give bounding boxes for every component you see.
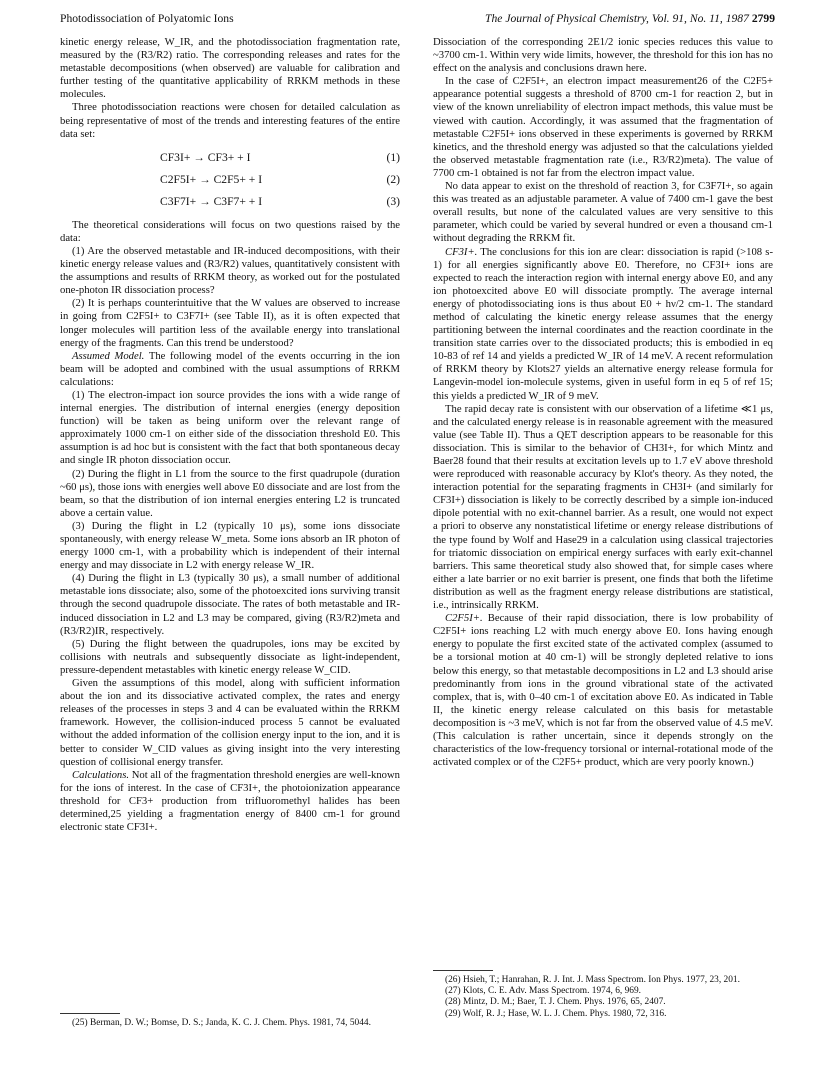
paragraph: Calculations. Not all of the fragmentation threshold energies are well-known for the ions of interest. In the case of CF3I+, the photoionization appearance threshold for CF3+ production from trifluoromethyl halides has been determined,25 yielding a fragmentation energy of 8400 cm-1 for ground electronic state CF3I+.	[60, 769, 400, 834]
paragraph: (2) During the flight in L1 from the source to the first quadrupole (duration ~60 μs), those ions with energies well above E0 dissociate and are lost from the beam, so that the distribution of ion internal energies entering L2 is truncated above a certain value.	[60, 468, 400, 519]
running-header	[60, 12, 775, 30]
footnote: (29) Wolf, R. J.; Hase, W. L. J. Chem. Phys. 1980, 72, 316.	[445, 1008, 667, 1019]
paragraph: Three photodissociation reactions were chosen for detailed calculation as being representative of most of the trends and interesting features of the entire data set:	[60, 102, 400, 140]
footnote-rule	[60, 1013, 120, 1014]
paragraph: (3) During the flight in L2 (typically 10 μs), some ions dissociate spontaneously, with energy release W_meta. Some ions absorb an IR photon of energy 1000 cm-1, with a probability which is independent of their internal energy and may dissociate in L2 with energy release W_IR.	[60, 520, 400, 572]
left-footnotes	[60, 1003, 400, 1029]
paragraph: The rapid decay rate is consistent with our observation of a lifetime ≪1 μs, and the calculated energy release is in reasonable agreement with the measured value (see Table II). Thus a QET description appears to be reasonable for this dissociation. This is similar to the behavior of CH3I+, for which Mintz and Baer28 found that their results at excitation levels up to 1.7 eV above threshold were reproduced with reasonable accuracy by Klot's theory. As they noted, the interaction potential for the separating fragments in CH3I+ (and similarly for CF3I+) dissociation is likely to be correctly described by a simple ion-induced dipole potential with no exit-channel barrier. As a result, one would not expect a priori to observe any nonstatistical lifetime or energy release distributions of the type found by Wolf and Hase29 in a calculation using classical trajectories for triatomic dissociation on empirical energy surfaces with early exit-channel barriers. This same theoretical study also showed that, for simple cases where either a late barrier or no exit barrier is present, one finds that both the lifetime distribution as well as the fragment energy release distributions are statistical, i.e., intrinsically RRKM.	[433, 403, 773, 612]
paragraph: In the case of C2F5I+, an electron impact measurement26 of the C2F5+ appearance potential suggests a threshold of 8700 cm-1 for reaction 2, but in view of the known unreliability of electron impact methods, this value must be viewed with caution. Accordingly, it was assumed that the fragmentation of metastable C2F5I+ ions observed in these experiments is governed by RRKM kinetics, and the threshold energy was adjusted so that the calculations yielded the observed metastable fragmentation rate (i.e., R3/R2)meta). The value of 7700 cm-1 obtained is not far from the electron impact value.	[433, 76, 773, 179]
footnote: (25) Berman, D. W.; Bomse, D. S.; Janda, K. C. J. Chem. Phys. 1981, 74, 5044.	[72, 1018, 371, 1028]
paragraph: (2) It is perhaps counterintuitive that the W values are observed to increase in going from C2F5I+ to C3F7I+ (see Table II), as it is often expected that longer molecules will partition less of the available energy into translational energy of the fragments. Can this trend be understood?	[60, 298, 400, 349]
section-heading: Assumed Model.	[72, 350, 145, 362]
footnote: (27) Klots, C. E. Adv. Mass Spectrom. 1974, 6, 969.	[445, 986, 641, 997]
paragraph: (5) During the flight between the quadrupoles, ions may be excited by collisions with neutrals and subsequently dissociate as light-independent, pressure-dependent metastables with kinetic energy release W_CID.	[60, 638, 400, 676]
left-column	[60, 36, 400, 834]
reaction-2: C2F5I+ → C2F5+ + I (2)	[160, 172, 400, 186]
page-number: 2799	[751, 12, 775, 25]
paragraph: No data appear to exist on the threshold of reaction 3, for C3F7I+, so again this was treated as an adjustable parameter. A value of 7400 cm-1 gave the best overall results, but none of the calculated values are very sensitive to this parameter, which could be varied by several hundred or even a thousand cm-1 without degrading the RRKM fit.	[433, 181, 773, 245]
footnote: (26) Hsieh, T.; Hanrahan, R. J. Int. J. Mass Spectrom. Ion Phys. 1977, 23, 201.	[445, 975, 740, 985]
reaction-1: CF3I+ → CF3+ + I (1)	[160, 150, 400, 164]
paragraph: The theoretical considerations will focus on two questions raised by the data:	[60, 219, 400, 244]
reaction-list	[60, 147, 400, 213]
header-title: Photodissociation of Polyatomic Ions	[60, 12, 234, 25]
paragraph: (4) During the flight in L3 (typically 30 μs), a small number of additional metastable ions dissociate; also, some of the photoexcited ions surviving transit through the second quadrupole dissociate. The rates of both metastable and IR-induced dissociation in L2 and L3 may be compared, giving (R3/R2)meta and (R3/R2)IR, respectively.	[60, 573, 400, 637]
paragraph: C2F5I+. Because of their rapid dissociation, there is low probability of C2F5I+ ions reaching L2 with much energy above E0. Ions having enough energy to populate the first excited state of the activated complex (assumed to be a torsional motion at 40 cm-1) will be strongly depleted relative to ions below this energy, so that metastable decompositions in L2 and L3 should arise predominantly from ions in the ground vibrational state of the activated complex, that is, with 0–40 cm-1 of excitation above E0. As indicated in Table II, the kinetic energy release calculated on this basis for metastable decomposition is ~3 meV, which is not far from the observed value of 4.5 meV. (This calculation is rather uncertain, since it depends strongly on the characteristics of the low-frequency torsional or internal-rotational mode of the activated complex or of the C2F5+ product, which are very poorly known.)	[433, 613, 773, 769]
section-heading: CF3I+.	[445, 246, 478, 258]
header-journal: The Journal of Physical Chemistry, Vol. 91, No. 11, 1987 2799	[485, 12, 775, 25]
right-column	[433, 36, 773, 769]
footnote-rule	[433, 970, 493, 971]
paragraph: CF3I+. The conclusions for this ion are clear: dissociation is rapid (>108 s-1) for all energies significantly above E0. Therefore, no CF3I+ ions are expected to reach the interaction region with internal energy above E0, and any ion photoexcited above E0 will dissociate promptly. The average internal energy of photodissociating ions is thus about E0 + hν/2 cm-1. The standard method of calculating the kinetic energy release assumes that the energy partitioning between the internal coordinates and the reaction coordinate in the transition state carries over to the dissociated products; this is embodied in eq 10-83 of ref 14 and yields a predicted W_IR of 14 meV. A recent reformulation of RRKM theory by Klots27 yields an alternative energy release formula for Langevin-model ion-molecule systems, given in useful form in eq 5 of ref 15; this yields a predicted W_IR of 9 meV.	[433, 246, 773, 402]
paragraph: Given the assumptions of this model, along with sufficient information about the ion and its dissociative activated complex, the rates and energy releases of the processes in steps 3 and 4 can be evaluated within the RRKM framework. However, the collision-induced process 5 cannot be evaluated without the added information of the collision energy input to the ion, and it is better to consider W_CID values as giving insight into the very interesting question of collisional energy transfer.	[60, 678, 400, 768]
section-heading: C2F5I+.	[445, 613, 483, 625]
paragraph: (1) The electron-impact ion source provides the ions with a wide range of internal energies. The distribution of internal energies (energy deposition function) will be taken as being uniform over the relevant range of approximately 1000 cm-1 on either side of the dissociation threshold E0. This assumption is ad hoc but is consistent with the fact that both spontaneous decay and single IR photon dissociation occur.	[60, 389, 400, 467]
right-footnotes	[433, 960, 773, 1020]
paragraph: (1) Are the observed metastable and IR-induced decompositions, with their kinetic energy release values and (R3/R2) values, quantitatively consistent with the assumptions and results of RRKM theory, as worked out for the postulated one-photon IR dissociation process?	[60, 245, 400, 297]
section-heading: Calculations.	[72, 769, 130, 781]
footnote: (28) Mintz, D. M.; Baer, T. J. Chem. Phys. 1976, 65, 2407.	[445, 997, 666, 1008]
reaction-3: C3F7I+ → C3F7+ + I (3)	[160, 194, 400, 208]
paragraph: kinetic energy release, W_IR, and the photodissociation fragmentation rate, measured by the (R3/R2) ratio. The corresponding releases and rates for the metastable decompositions (when observed) are valuable for calibration and further testing of the quantitative applicability of RRKM methods in these molecules.	[60, 37, 400, 101]
paragraph: Assumed Model. The following model of the events occurring in the ion beam will be adopted and combined with the usual assumptions of RRKM calculations:	[60, 350, 401, 388]
paragraph: Dissociation of the corresponding 2E1/2 ionic species reduces this value to ~3700 cm-1. Within very wide limits, however, the threshold for this ion has no effect on the analysis and conclusions drawn here.	[433, 37, 773, 75]
